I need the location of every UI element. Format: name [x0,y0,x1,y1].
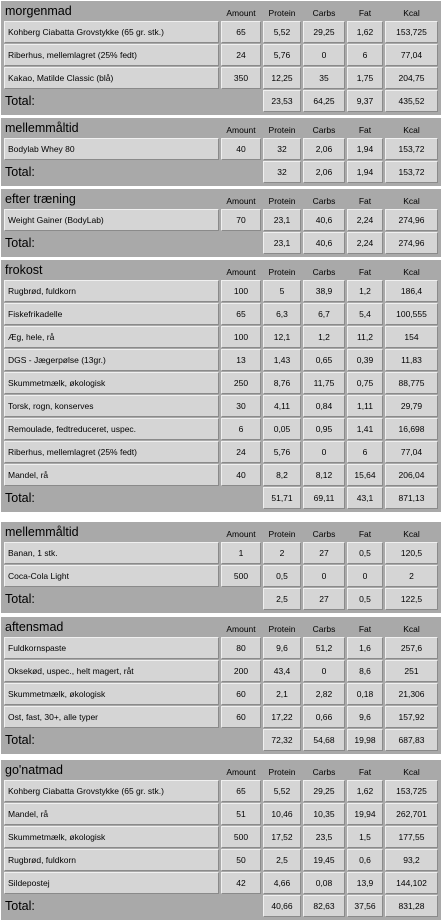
meal-section [1,118,441,186]
food-kcal: 262,701 [385,803,438,825]
food-protein: 5,76 [263,44,301,66]
section-header [1,1,441,21]
total-carbs: 40,6 [303,232,345,254]
food-name: Bodylab Whey 80 [4,138,219,160]
food-protein: 5,52 [263,780,301,802]
food-protein: 6,3 [263,303,301,325]
food-row [1,209,441,232]
food-row [1,67,441,90]
food-row [1,780,441,803]
food-amount: 200 [221,660,261,682]
food-carbs: 2,82 [303,683,345,705]
food-kcal: 204,75 [385,67,438,89]
food-kcal: 274,96 [385,209,438,231]
food-protein: 8,76 [263,372,301,394]
total-kcal: 871,13 [385,487,438,509]
food-protein: 12,1 [263,326,301,348]
total-protein: 32 [263,161,301,183]
meal-section [1,1,441,115]
food-carbs: 0,95 [303,418,345,440]
column-header-protein: Protein [268,528,296,539]
total-carbs: 54,68 [303,729,345,751]
food-row [1,826,441,849]
food-row [1,372,441,395]
food-fat: 1,2 [347,280,383,302]
total-kcal: 831,28 [385,895,438,917]
food-amount: 30 [221,395,261,417]
food-fat: 0,18 [347,683,383,705]
total-carbs: 64,25 [303,90,345,112]
section-title: morgenmad [5,3,72,18]
total-fat: 19,98 [347,729,383,751]
food-row [1,395,441,418]
section-header [1,260,441,280]
section-header [1,617,441,637]
food-amount: 13 [221,349,261,371]
food-amount: 100 [221,280,261,302]
food-carbs: 10,35 [303,803,345,825]
section-header [1,760,441,780]
food-name: Weight Gainer (BodyLab) [4,209,219,231]
food-kcal: 186,4 [385,280,438,302]
food-protein: 5,52 [263,21,301,43]
food-protein: 0,05 [263,418,301,440]
food-name: Skummetmælk, økologisk [4,683,219,705]
total-fat: 1,94 [347,161,383,183]
food-amount: 60 [221,706,261,728]
column-header-amount: Amount [226,766,256,777]
food-amount: 1 [221,542,261,564]
food-protein: 5 [263,280,301,302]
food-amount: 350 [221,67,261,89]
column-header-carbs: Carbs [312,528,336,539]
food-fat: 0,75 [347,372,383,394]
total-row [1,588,441,611]
food-kcal: 16,698 [385,418,438,440]
food-protein: 32 [263,138,301,160]
food-name: Sildepostej [4,872,219,894]
column-header-protein: Protein [268,623,296,634]
food-row [1,706,441,729]
total-row [1,487,441,510]
food-kcal: 29,79 [385,395,438,417]
food-amount: 500 [221,565,261,587]
food-amount: 80 [221,637,261,659]
food-row [1,849,441,872]
food-protein: 17,22 [263,706,301,728]
food-fat: 0,6 [347,849,383,871]
column-header-carbs: Carbs [312,195,336,206]
food-kcal: 154 [385,326,438,348]
food-kcal: 11,83 [385,349,438,371]
total-kcal: 153,72 [385,161,438,183]
section-title: go'natmad [5,762,63,777]
total-fat: 0,5 [347,588,383,610]
column-header-fat: Fat [358,528,372,539]
column-header-kcal: Kcal [403,195,420,206]
total-fat: 37,56 [347,895,383,917]
food-amount: 65 [221,780,261,802]
food-amount: 70 [221,209,261,231]
food-carbs: 0 [303,660,345,682]
food-carbs: 0,08 [303,872,345,894]
food-protein: 5,76 [263,441,301,463]
food-amount: 60 [221,683,261,705]
food-fat: 19,94 [347,803,383,825]
food-fat: 6 [347,44,383,66]
food-name: Oksekød, uspec., helt magert, råt [4,660,219,682]
food-kcal: 144,102 [385,872,438,894]
column-header-fat: Fat [358,124,372,135]
food-row [1,464,441,487]
column-header-amount: Amount [226,195,256,206]
food-name: Kohberg Ciabatta Grovstykke (65 gr. stk.) [4,21,219,43]
meal-section [1,522,441,613]
food-amount: 50 [221,849,261,871]
total-fat: 9,37 [347,90,383,112]
food-kcal: 177,55 [385,826,438,848]
food-carbs: 0 [303,565,345,587]
column-header-amount: Amount [226,266,256,277]
food-fat: 2,24 [347,209,383,231]
column-header-kcal: Kcal [403,766,420,777]
column-header-kcal: Kcal [403,623,420,634]
food-amount: 24 [221,44,261,66]
food-protein: 4,11 [263,395,301,417]
food-name: Coca-Cola Light [4,565,219,587]
food-amount: 6 [221,418,261,440]
food-protein: 8,2 [263,464,301,486]
food-name: Fuldkornspaste [4,637,219,659]
total-row [1,232,441,255]
food-carbs: 23,5 [303,826,345,848]
food-kcal: 251 [385,660,438,682]
food-carbs: 27 [303,542,345,564]
section-header [1,118,441,138]
food-protein: 43,4 [263,660,301,682]
food-carbs: 35 [303,67,345,89]
total-row [1,895,441,918]
section-title: mellemmåltid [5,120,79,135]
food-row [1,542,441,565]
food-fat: 9,6 [347,706,383,728]
total-kcal: 122,5 [385,588,438,610]
food-protein: 2,1 [263,683,301,705]
food-fat: 1,75 [347,67,383,89]
food-kcal: 21,306 [385,683,438,705]
food-row [1,349,441,372]
food-fat: 0,5 [347,542,383,564]
total-label: Total: [5,236,35,251]
food-row [1,660,441,683]
food-fat: 1,41 [347,418,383,440]
food-name: Rugbrød, fuldkorn [4,849,219,871]
total-protein: 51,71 [263,487,301,509]
food-carbs: 0 [303,44,345,66]
column-header-carbs: Carbs [312,124,336,135]
food-carbs: 0,65 [303,349,345,371]
food-kcal: 206,04 [385,464,438,486]
food-carbs: 29,25 [303,21,345,43]
total-label: Total: [5,491,35,506]
food-kcal: 2 [385,565,438,587]
total-fat: 43,1 [347,487,383,509]
food-carbs: 51,2 [303,637,345,659]
food-protein: 17,52 [263,826,301,848]
column-header-protein: Protein [268,124,296,135]
food-name: Mandel, rå [4,803,219,825]
food-amount: 500 [221,826,261,848]
column-header-fat: Fat [358,7,372,18]
food-name: DGS - Jægerpølse (13gr.) [4,349,219,371]
food-name: Torsk, rogn, konserves [4,395,219,417]
total-carbs: 27 [303,588,345,610]
food-kcal: 257,6 [385,637,438,659]
section-title: frokost [5,262,43,277]
food-carbs: 0 [303,441,345,463]
column-header-amount: Amount [226,623,256,634]
column-header-protein: Protein [268,195,296,206]
column-header-carbs: Carbs [312,266,336,277]
section-title: mellemmåltid [5,524,79,539]
section-header [1,522,441,542]
column-header-kcal: Kcal [403,528,420,539]
section-title: aftensmad [5,619,64,634]
total-carbs: 69,11 [303,487,345,509]
food-amount: 100 [221,326,261,348]
food-row [1,441,441,464]
column-header-amount: Amount [226,124,256,135]
food-amount: 65 [221,303,261,325]
column-header-protein: Protein [268,766,296,777]
food-carbs: 11,75 [303,372,345,394]
food-name: Skummetmælk, økologisk [4,372,219,394]
total-protein: 40,66 [263,895,301,917]
food-row [1,326,441,349]
total-row [1,90,441,113]
food-protein: 12,25 [263,67,301,89]
total-label: Total: [5,94,35,109]
food-amount: 250 [221,372,261,394]
food-name: Riberhus, mellemlagret (25% fedt) [4,441,219,463]
food-kcal: 153,72 [385,138,438,160]
food-name: Kohberg Ciabatta Grovstykke (65 gr. stk.) [4,780,219,802]
food-fat: 1,62 [347,780,383,802]
food-kcal: 77,04 [385,44,438,66]
food-name: Skummetmælk, økologisk [4,826,219,848]
food-fat: 1,5 [347,826,383,848]
food-name: Fiskefrikadelle [4,303,219,325]
food-kcal: 88,775 [385,372,438,394]
food-carbs: 0,84 [303,395,345,417]
food-kcal: 153,725 [385,780,438,802]
food-name: Mandel, rå [4,464,219,486]
food-carbs: 40,6 [303,209,345,231]
food-protein: 4,66 [263,872,301,894]
food-row [1,138,441,161]
food-row [1,872,441,895]
total-carbs: 2,06 [303,161,345,183]
food-row [1,303,441,326]
food-carbs: 19,45 [303,849,345,871]
column-header-amount: Amount [226,7,256,18]
food-name: Ost, fast, 30+, alle typer [4,706,219,728]
food-carbs: 29,25 [303,780,345,802]
food-amount: 40 [221,138,261,160]
food-row [1,44,441,67]
food-protein: 23,1 [263,209,301,231]
meal-section [1,617,441,754]
food-kcal: 120,5 [385,542,438,564]
food-amount: 40 [221,464,261,486]
column-header-kcal: Kcal [403,7,420,18]
food-row [1,683,441,706]
food-row [1,21,441,44]
food-fat: 15,64 [347,464,383,486]
section-title: efter træning [5,191,76,206]
food-fat: 13,9 [347,872,383,894]
column-header-fat: Fat [358,266,372,277]
total-label: Total: [5,592,35,607]
food-amount: 51 [221,803,261,825]
total-kcal: 274,96 [385,232,438,254]
food-row [1,418,441,441]
food-fat: 0,39 [347,349,383,371]
food-row [1,803,441,826]
column-header-kcal: Kcal [403,124,420,135]
food-name: Remoulade, fedtreduceret, uspec. [4,418,219,440]
total-protein: 2,5 [263,588,301,610]
food-fat: 1,94 [347,138,383,160]
food-kcal: 100,555 [385,303,438,325]
food-fat: 6 [347,441,383,463]
food-carbs: 1,2 [303,326,345,348]
food-kcal: 93,2 [385,849,438,871]
total-carbs: 82,63 [303,895,345,917]
total-kcal: 687,83 [385,729,438,751]
food-carbs: 8,12 [303,464,345,486]
total-row [1,729,441,752]
food-amount: 42 [221,872,261,894]
food-protein: 2,5 [263,849,301,871]
total-label: Total: [5,733,35,748]
total-protein: 72,32 [263,729,301,751]
column-header-fat: Fat [358,195,372,206]
column-header-protein: Protein [268,266,296,277]
food-carbs: 38,9 [303,280,345,302]
total-label: Total: [5,165,35,180]
food-protein: 10,46 [263,803,301,825]
food-row [1,280,441,303]
meal-section [1,260,441,512]
food-name: Æg, hele, rå [4,326,219,348]
food-carbs: 2,06 [303,138,345,160]
food-fat: 0 [347,565,383,587]
food-amount: 65 [221,21,261,43]
column-header-protein: Protein [268,7,296,18]
food-protein: 0,5 [263,565,301,587]
food-kcal: 77,04 [385,441,438,463]
column-header-carbs: Carbs [312,623,336,634]
total-row [1,161,441,184]
column-header-amount: Amount [226,528,256,539]
section-header [1,189,441,209]
food-fat: 5,4 [347,303,383,325]
column-header-carbs: Carbs [312,7,336,18]
food-kcal: 153,725 [385,21,438,43]
column-header-fat: Fat [358,766,372,777]
food-name: Riberhus, mellemlagret (25% fedt) [4,44,219,66]
meal-section [1,760,441,920]
food-protein: 1,43 [263,349,301,371]
food-name: Banan, 1 stk. [4,542,219,564]
total-fat: 2,24 [347,232,383,254]
meal-section [1,189,441,257]
food-protein: 2 [263,542,301,564]
food-fat: 1,62 [347,21,383,43]
food-kcal: 157,92 [385,706,438,728]
food-protein: 9,6 [263,637,301,659]
total-protein: 23,1 [263,232,301,254]
food-name: Kakao, Matilde Classic (blå) [4,67,219,89]
total-protein: 23,53 [263,90,301,112]
food-name: Rugbrød, fuldkorn [4,280,219,302]
food-fat: 1,6 [347,637,383,659]
food-fat: 11,2 [347,326,383,348]
total-label: Total: [5,899,35,914]
column-header-fat: Fat [358,623,372,634]
column-header-carbs: Carbs [312,766,336,777]
food-row [1,637,441,660]
food-row [1,565,441,588]
food-carbs: 0,66 [303,706,345,728]
column-header-kcal: Kcal [403,266,420,277]
food-amount: 24 [221,441,261,463]
food-carbs: 6,7 [303,303,345,325]
total-kcal: 435,52 [385,90,438,112]
food-fat: 1,11 [347,395,383,417]
food-fat: 8,6 [347,660,383,682]
